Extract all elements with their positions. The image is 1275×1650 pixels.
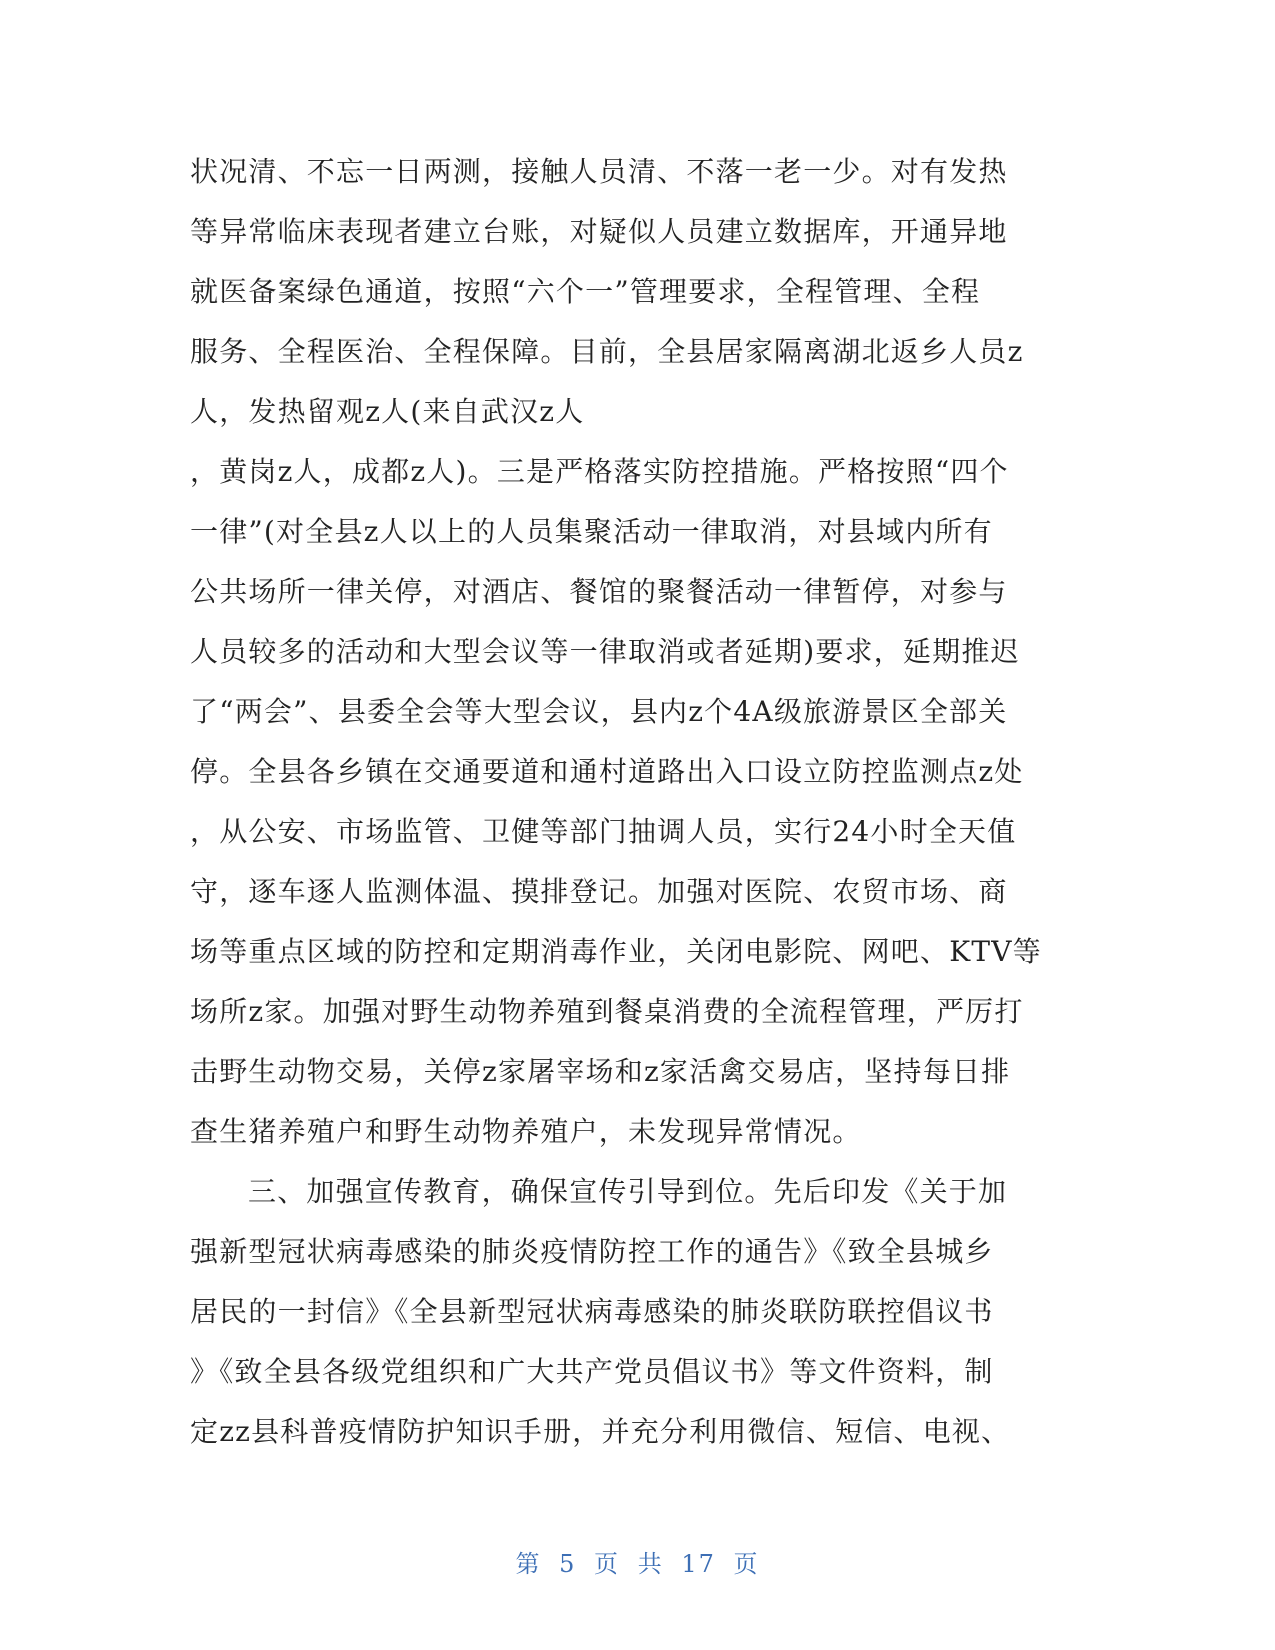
text-line: 服务、全程医治、全程保障。目前，全县居家隔离湖北返乡人员z bbox=[190, 335, 1024, 368]
text-line: 状况清、不忘一日两测，接触人员清、不落一老一少。对有发热 bbox=[190, 155, 1008, 188]
footer-page-word: 页 bbox=[594, 1550, 621, 1578]
text-line: 人员较多的活动和大型会议等一律取消或者延期)要求，延期推迟 bbox=[190, 635, 1020, 668]
text-line: ，黄岗z人，成都z人)。三是严格落实防控措施。严格按照“四个 bbox=[190, 455, 1009, 488]
text-line: 公共场所一律关停，对酒店、餐馆的聚餐活动一律暂停，对参与 bbox=[190, 575, 1008, 608]
footer-total-word: 共 bbox=[637, 1550, 664, 1578]
text-line: 就医备案绿色通道，按照“六个一”管理要求，全程管理、全程 bbox=[190, 275, 981, 308]
text-line: 强新型冠状病毒感染的肺炎疫情防控工作的通告》《致全县城乡 bbox=[190, 1235, 994, 1268]
text-line: 了“两会”、县委全会等大型会议，县内z个4A级旅游景区全部关 bbox=[190, 695, 1008, 728]
footer-suffix: 页 bbox=[733, 1550, 760, 1578]
total-pages-number: 17 bbox=[681, 1550, 716, 1578]
text-line: 场等重点区域的防控和定期消毒作业，关闭电影院、网吧、KTV等 bbox=[190, 935, 1042, 968]
text-line: 停。全县各乡镇在交通要道和通村道路出入口设立防控监测点z处 bbox=[190, 755, 1024, 788]
footer-prefix: 第 bbox=[515, 1550, 542, 1578]
text-line: 查生猪养殖户和野生动物养殖户，未发现异常情况。 bbox=[190, 1115, 862, 1148]
document-body bbox=[190, 142, 1090, 1462]
paragraph-start-line: 三、加强宣传教育，确保宣传引导到位。先后印发《关于加 bbox=[248, 1175, 1008, 1208]
text-line: 击野生动物交易，关停z家屠宰场和z家活禽交易店，坚持每日排 bbox=[190, 1055, 1011, 1088]
current-page-number: 5 bbox=[559, 1550, 577, 1578]
text-line: 居民的一封信》《全县新型冠状病毒感染的肺炎联防联控倡议书 bbox=[190, 1295, 994, 1328]
text-line: 》《致全县各级党组织和广大共产党员倡议书》等文件资料，制 bbox=[190, 1355, 994, 1388]
text-line: 定zz县科普疫情防护知识手册，并充分利用微信、短信、电视、 bbox=[190, 1415, 1011, 1448]
text-line: 等异常临床表现者建立台账，对疑似人员建立数据库，开通异地 bbox=[190, 215, 1008, 248]
text-line: 一律”(对全县z人以上的人员集聚活动一律取消，对县域内所有 bbox=[190, 515, 993, 548]
text-line: 场所z家。加强对野生动物养殖到餐桌消费的全流程管理，严厉打 bbox=[190, 995, 1024, 1028]
page-number-footer bbox=[0, 1544, 1275, 1579]
text-line: 人，发热留观z人(来自武汉z人 bbox=[190, 395, 585, 428]
text-line: 守，逐车逐人监测体温、摸排登记。加强对医院、农贸市场、商 bbox=[190, 875, 1008, 908]
text-line: ，从公安、市场监管、卫健等部门抽调人员，实行24小时全天值 bbox=[190, 815, 1017, 848]
